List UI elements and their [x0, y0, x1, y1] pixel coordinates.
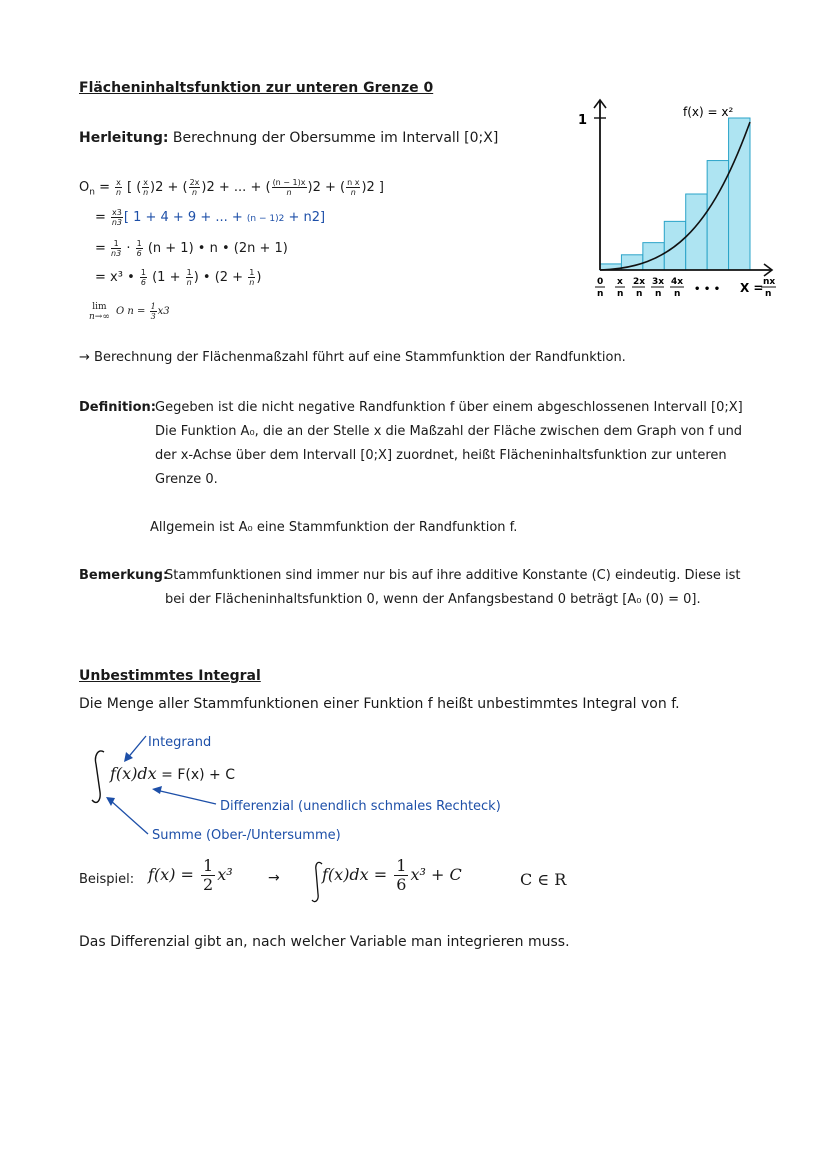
section-title-flaecheninhaltsfunktion: Flächeninhaltsfunktion zur unteren Grenze 0	[79, 80, 434, 96]
function-label: f(x) = x²	[683, 105, 734, 119]
eq1-f2-num: 2x	[189, 178, 200, 187]
eq1-f4-den: n	[350, 188, 356, 197]
bsp-int: f(x)dx =	[322, 865, 393, 884]
x-denom-4: n	[674, 289, 681, 299]
eq2-end: + n2]	[284, 210, 326, 225]
eq3-dot: ·	[122, 241, 135, 256]
herleitung-line	[79, 130, 498, 146]
bsp-frac1-num: 1	[203, 856, 214, 875]
eq4-a: x³ •	[110, 270, 139, 285]
eq4-b: (1 +	[147, 270, 185, 285]
x-denom-3: n	[655, 289, 662, 299]
definition-line-1: Gegeben ist die nicht negative Randfunktion f über einem abgeschlossenen Intervall [0;X]	[155, 400, 743, 415]
eq1-f4-num: n x	[347, 178, 360, 187]
x-dots: • • •	[694, 284, 721, 295]
limit-expression	[116, 302, 170, 321]
eq1-open: [ (	[127, 180, 142, 195]
x-label-1: x	[617, 277, 623, 287]
x-label-0: 0	[597, 277, 604, 287]
eq4-frac1-num: 1	[140, 268, 146, 277]
lim-top: lim	[92, 302, 107, 312]
eq1-f3-den: n	[286, 188, 292, 197]
eq1-sub: n	[89, 187, 95, 198]
eq4-d: )	[256, 270, 262, 285]
equation-obersumme-3: = $\frac{1}{n3}$ · $\frac{1}{6}$ (n + 1) • n • (2n + 1)	[95, 239, 288, 258]
eq2-frac-den: n3	[111, 218, 123, 227]
definition-label: Definition:	[79, 400, 157, 415]
allgemein-statement: Allgemein ist A₀ eine Stammfunktion der Randfunktion f.	[150, 520, 518, 535]
differenzial-arrow-icon	[152, 786, 162, 794]
beispiel-integral	[322, 857, 462, 894]
eq1-f1-num: x	[143, 178, 149, 187]
integral-equation	[110, 764, 235, 783]
definition-line-2: Die Funktion A₀, die an der Stelle x die Maßzahl der Fläche zwischen dem Graph von f und	[155, 424, 743, 439]
eq1-t2: )2 + ... + (	[201, 180, 271, 195]
eq3-body: (n + 1) • n • (2n + 1)	[143, 241, 288, 256]
bsp-rest: x³ + C	[410, 865, 462, 884]
bemerkung-line-2: bei der Flächeninhaltsfunktion 0, wenn der Anfangsbestand 0 beträgt [A₀ (0) = 0].	[165, 592, 701, 607]
x-denom-1: n	[617, 289, 624, 299]
closing-note: Das Differenzial gibt an, nach welcher Variable man integrieren muss.	[79, 934, 570, 950]
eq4-c: ) • (2 +	[193, 270, 248, 285]
eq2-small: (n − 1)2	[246, 214, 285, 224]
eq1-t4: )2 ]	[361, 180, 384, 195]
eq3-frac2-den: 6	[136, 249, 142, 258]
eq1-f1-den: n	[143, 188, 149, 197]
integral-expr: f(x)dx	[110, 764, 157, 783]
summe-arrow-icon	[106, 797, 115, 806]
x-denom-0: n	[597, 289, 604, 299]
eq4-frac2-den: n	[186, 278, 192, 287]
eq3-frac1-num: 1	[111, 239, 121, 249]
eq4-frac2-num: 1	[186, 268, 192, 277]
eq4-frac3-num: 1	[249, 268, 255, 277]
bsp-f: f(x) =	[148, 865, 200, 884]
eq1-f3-num: (n − 1)x	[272, 178, 306, 187]
limit-operator	[89, 302, 110, 322]
bsp-frac1-den: 2	[203, 875, 214, 894]
bemerkung-label: Bemerkung:	[79, 568, 169, 583]
section-title-unbestimmtes-integral: Unbestimmtes Integral	[79, 668, 261, 684]
eq4-frac3-den: n	[249, 278, 255, 287]
eq1-f2-den: n	[191, 188, 198, 197]
arrow-note: → Berechnung der Flächenmaßzahl führt auf eine Stammfunktion der Randfunktion.	[79, 350, 626, 365]
differenzial-label: Differenzial (unendlich schmales Rechteck)	[220, 799, 501, 814]
eq1-frac-num: x	[116, 178, 121, 187]
x-denom-2: n	[636, 289, 643, 299]
x-label-2: 2x	[633, 277, 646, 287]
lim-x3: x3	[157, 306, 170, 317]
definition-line-4: Grenze 0.	[155, 472, 218, 487]
equation-obersumme-1	[79, 178, 384, 198]
x-end-label: X =	[740, 281, 764, 295]
eq1-lhs: O	[79, 180, 90, 195]
differenzial-pointer	[156, 790, 216, 804]
y-tick-label: 1	[578, 113, 588, 128]
summe-label: Summe (Ober-/Untersumme)	[152, 828, 341, 843]
x-axis-labels	[595, 277, 776, 299]
obersumme-graph	[560, 92, 790, 302]
obersumme-bar	[707, 161, 728, 270]
bsp-x3: x³	[217, 865, 233, 884]
definition-line-3: der x-Achse über dem Intervall [0;X] zuordnet, heißt Flächeninhaltsfunktion zur unteren	[155, 448, 727, 463]
beispiel-label: Beispiel:	[79, 872, 135, 887]
x-end-den: n	[765, 289, 772, 299]
eq2-body: [ 1 + 4 + 9 + ... +	[123, 210, 247, 225]
lim-expr: O n =	[116, 306, 149, 317]
equation-obersumme-2: = $\frac{x3}{n3}$ [ 1 + 4 + 9 + ... + (n − 1)2 + n2]	[95, 208, 326, 227]
obersumme-bar	[686, 194, 707, 270]
equation-obersumme-4: = x³ • $\frac{1}{6}$ (1 + $\frac{1}{n}$ ) • (2 + $\frac{1}{n}$ )	[95, 268, 262, 287]
eq1-equals: =	[94, 180, 115, 195]
eq2-frac-num: x3	[112, 208, 122, 217]
beispiel-constant-set: C ∈ R	[520, 870, 567, 889]
graph-bars	[600, 118, 750, 270]
eq4-frac1-den: 6	[140, 278, 146, 287]
lim-frac-num: 1	[150, 302, 156, 311]
integral-sign-icon	[92, 751, 104, 803]
x-label-3: 3x	[652, 277, 665, 287]
lim-bottom: n→∞	[89, 312, 110, 322]
lim-frac-den: 3	[150, 312, 156, 321]
eq1-t1: )2 + (	[150, 180, 188, 195]
x-end-num: nx	[763, 277, 776, 287]
integrand-label: Integrand	[148, 735, 212, 750]
bemerkung-line-1: Stammfunktionen sind immer nur bis auf ihre additive Konstante (C) eindeutig. Diese ist	[165, 568, 741, 583]
eq3-frac1-den: n3	[111, 249, 122, 258]
bsp-frac2-num: 1	[396, 856, 407, 875]
summe-pointer	[110, 800, 148, 834]
unbestimmtes-integral-intro: Die Menge aller Stammfunktionen einer Funktion f heißt unbestimmtes Integral von f.	[79, 696, 680, 712]
bsp-frac2-den: 6	[396, 875, 407, 894]
beispiel-function	[148, 857, 233, 894]
obersumme-bar	[729, 118, 750, 270]
eq3-frac2-num: 1	[136, 239, 142, 248]
eq1-frac-den: n	[115, 188, 122, 197]
beispiel-arrow: →	[268, 870, 280, 886]
x-label-4: 4x	[671, 277, 684, 287]
herleitung-text: Berechnung der Obersumme im Intervall [0;X]	[172, 130, 499, 146]
integral-rhs: = F(x) + C	[156, 767, 236, 783]
eq1-t3: )2 + (	[307, 180, 346, 195]
obersumme-bar	[643, 243, 664, 270]
herleitung-label: Herleitung:	[79, 130, 169, 146]
